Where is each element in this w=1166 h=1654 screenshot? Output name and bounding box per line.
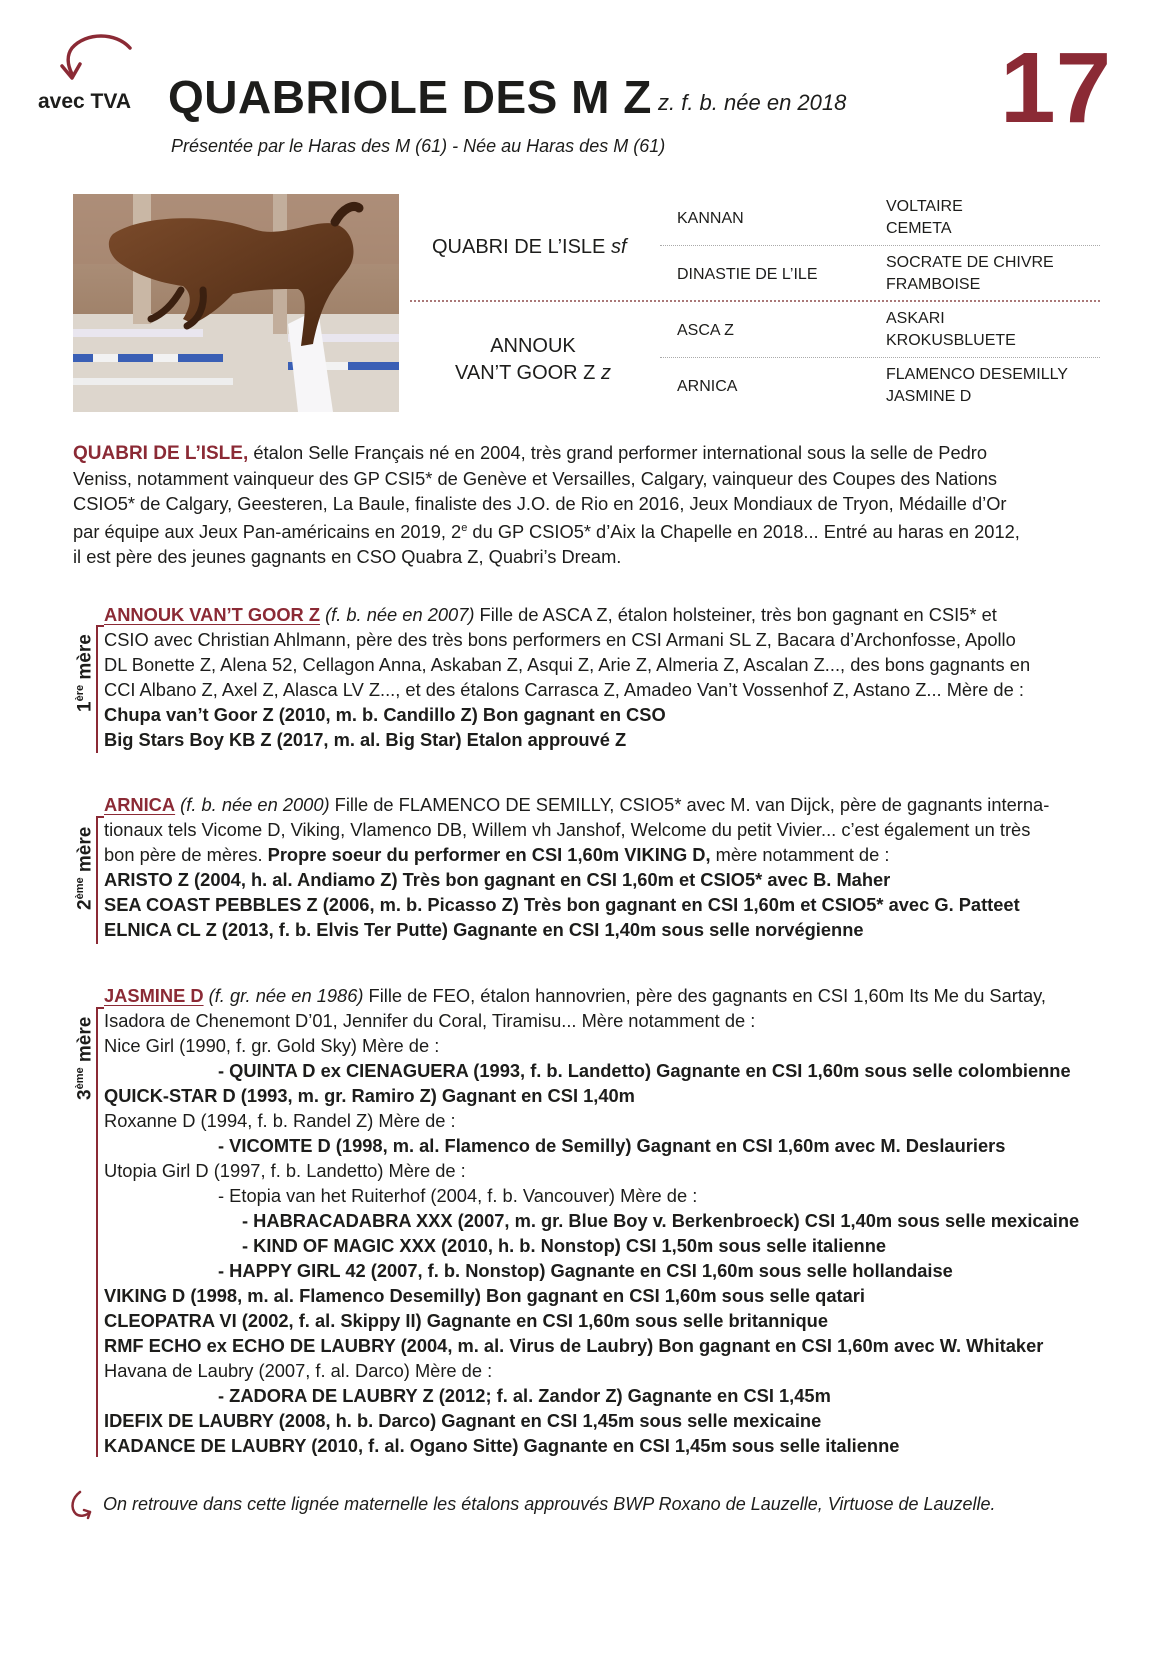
dam-2-line: bon père de mères. Propre soeur du performer en CSI 1,60m VIKING D, mère notamment de : bbox=[104, 844, 890, 865]
horse-photo bbox=[73, 194, 399, 412]
pedigree-divider bbox=[660, 357, 1100, 358]
dam-1-line: ANNOUK VAN’T GOOR Z (f. b. née en 2007) Fille de ASCA Z, étalon holsteiner, très bon gagnant en CSI5* et bbox=[104, 604, 997, 625]
dam-3-line: Havana de Laubry (2007, f. al. Darco) Mère de : bbox=[104, 1360, 493, 1381]
offspring-line: - ZADORA DE LAUBRY Z (2012; f. al. Zandor Z) Gagnante en CSI 1,45m bbox=[218, 1385, 831, 1406]
pedigree-gen3-8: JASMINE D bbox=[886, 388, 972, 405]
pedigree-gen2-3: ASCA Z bbox=[677, 322, 734, 339]
offspring-line: VIKING D (1998, m. al. Flamenco Desemilly) Bon gagnant en CSI 1,60m sous selle qatari bbox=[104, 1285, 865, 1306]
sire-description: QUABRI DE L’ISLE, étalon Selle Français né en 2004, très grand performer international sous la selle de Pedro Veniss, notamment vainqueur des GP CSI5* de Genève et Versailles, Calgary, vainqueur des Coupes des Nations CSIO5* de Calgary, Geesteren, La Baule, finaliste des J.O. de Rio en 2016, Jeux Mondiaux de Tryon, Médaille d’Or par équipe aux Jeux Pan-américains en 2019, 2e du GP CSIO5* d’Aix la Chapelle en 2018... Entré au haras en 2012, il est père des jeunes gagnants en CSO Quabra Z, Quabri’s Dream. bbox=[73, 442, 1020, 568]
pedigree-gen3-7: FLAMENCO DESEMILLY bbox=[886, 366, 1068, 383]
offspring-line: - KIND OF MAGIC XXX (2010, h. b. Nonstop) CSI 1,50m sous selle italienne bbox=[242, 1235, 887, 1256]
pedigree-gen3-3: SOCRATE DE CHIVRE bbox=[886, 254, 1054, 271]
offspring-line: IDEFIX DE LAUBRY (2008, h. b. Darco) Gagnant en CSI 1,45m sous selle mexicaine bbox=[104, 1410, 822, 1431]
generation-label-1: 1ère mère bbox=[74, 634, 96, 712]
dam-2-line: ARNICA (f. b. née en 2000) Fille de FLAMENCO DE SEMILLY, CSIO5* avec M. van Dijck, père de gagnants interna- bbox=[104, 794, 1050, 815]
pedigree-divider bbox=[660, 245, 1100, 246]
offspring-line: - QUINTA D ex CIENAGUERA (1993, f. b. Landetto) Gagnante en CSI 1,60m sous selle colombienne bbox=[218, 1060, 1071, 1081]
pedigree-gen2-1: KANNAN bbox=[677, 210, 744, 227]
dam-2-line: tionaux tels Vicome D, Viking, Vlamenco DB, Willem vh Janshof, Welcome du petit Vivier... c’est également un très bbox=[104, 819, 1031, 840]
pedigree-gen3-5: ASKARI bbox=[886, 310, 945, 327]
dam-3-line: Nice Girl (1990, f. gr. Gold Sky) Mère de : bbox=[104, 1035, 440, 1056]
offspring-line: - VICOMTE D (1998, m. al. Flamenco de Semilly) Gagnant en CSI 1,60m avec M. Deslauriers bbox=[218, 1135, 1006, 1156]
offspring-line: RMF ECHO ex ECHO DE LAUBRY (2004, m. al. Virus de Laubry) Bon gagnant en CSI 1,60m avec W. Whitaker bbox=[104, 1335, 1044, 1356]
offspring-line: CLEOPATRA VI (2002, f. al. Skippy II) Gagnante en CSI 1,60m sous selle britannique bbox=[104, 1310, 828, 1331]
offspring-line: - HABRACADABRA XXX (2007, m. gr. Blue Boy v. Berkenbroeck) CSI 1,40m sous selle mexicaine bbox=[242, 1210, 1080, 1231]
curved-arrow-icon bbox=[56, 30, 136, 86]
pedigree-divider bbox=[410, 300, 1100, 302]
dam-3-line: - Etopia van het Ruiterhof (2004, f. b. Vancouver) Mère de : bbox=[218, 1185, 698, 1206]
lot-number: 17 bbox=[1000, 32, 1112, 144]
pedigree-gen3-6: KROKUSBLUETE bbox=[886, 332, 1016, 349]
offspring-line: - HAPPY GIRL 42 (2007, f. b. Nonstop) Gagnante en CSI 1,60m sous selle hollandaise bbox=[218, 1260, 953, 1281]
generation-label-3: 3ème mère bbox=[74, 1016, 96, 1100]
pedigree-gen3-2: CEMETA bbox=[886, 220, 952, 237]
dam-3-line: Isadora de Chenemont D’01, Jennifer du Coral, Tiramisu... Mère notamment de : bbox=[104, 1010, 756, 1031]
pedigree-gen3-1: VOLTAIRE bbox=[886, 198, 963, 215]
offspring-line: ARISTO Z (2004, h. al. Andiamo Z) Très bon gagnant en CSI 1,60m et CSIO5* avec B. Maher bbox=[104, 869, 891, 890]
dam-3-line: JASMINE D (f. gr. née en 1986) Fille de FEO, étalon hannovrien, père des gagnants en CSI 1,60m Its Me du Sartay, bbox=[104, 985, 1046, 1006]
pedigree-gen3-4: FRAMBOISE bbox=[886, 276, 981, 293]
offspring-line: Chupa van’t Goor Z (2010, m. b. Candillo Z) Bon gagnant en CSO bbox=[104, 704, 666, 725]
pedigree-gen2-4: ARNICA bbox=[677, 378, 738, 395]
horse-subtitle: z. f. b. née en 2018 bbox=[658, 90, 847, 115]
dam-3-line: Utopia Girl D (1997, f. b. Landetto) Mère de : bbox=[104, 1160, 466, 1181]
tva-label: avec TVA bbox=[38, 90, 131, 113]
dam-1-line: CSIO avec Christian Ahlmann, père des très bons performers en CSI Armani SL Z, Bacara d’Archonfosse, Apollo bbox=[104, 629, 1016, 650]
pedigree-sire: QUABRI DE L’ISLE sf bbox=[432, 236, 627, 258]
offspring-line: SEA COAST PEBBLES Z (2006, m. b. Picasso Z) Très bon gagnant en CSI 1,60m et CSIO5* avec G. Patteet bbox=[104, 894, 1020, 915]
page-title: QUABRIOLE DES M Z bbox=[168, 71, 652, 123]
offspring-line: KADANCE DE LAUBRY (2010, f. al. Ogano Sitte) Gagnante en CSI 1,45m sous selle italienne bbox=[104, 1435, 900, 1456]
dam-3-line: Roxanne D (1994, f. b. Randel Z) Mère de : bbox=[104, 1110, 456, 1131]
hook-arrow-icon bbox=[68, 1490, 94, 1520]
dam-1-line: CCI Albano Z, Axel Z, Alasca LV Z..., et des étalons Carrasca Z, Amadeo Van’t Vossenhof Z, Astano Z... Mère de : bbox=[104, 679, 1024, 700]
pedigree-gen2-2: DINASTIE DE L’ILE bbox=[677, 266, 818, 283]
offspring-line: QUICK-STAR D (1993, m. gr. Ramiro Z) Gagnant en CSI 1,40m bbox=[104, 1085, 635, 1106]
offspring-line: ELNICA CL Z (2013, f. b. Elvis Ter Putte) Gagnante en CSI 1,40m sous selle norvégienne bbox=[104, 919, 864, 940]
generation-label-2: 2ème mère bbox=[74, 826, 96, 910]
presented-by: Présentée par le Haras des M (61) - Née au Haras des M (61) bbox=[171, 136, 666, 156]
offspring-line: Big Stars Boy KB Z (2017, m. al. Big Star) Etalon approuvé Z bbox=[104, 729, 627, 750]
dam-1-line: DL Bonette Z, Alena 52, Cellagon Anna, Askaban Z, Asqui Z, Arie Z, Almeria Z, Ascalan Z..., des bons gagnants en bbox=[104, 654, 1031, 675]
pedigree-dam: ANNOUK VAN’T GOOR Z z bbox=[455, 335, 611, 384]
footer-note: On retrouve dans cette lignée maternelle les étalons approuvés BWP Roxano de Lauzelle, Virtuose de Lauzelle. bbox=[103, 1494, 996, 1514]
